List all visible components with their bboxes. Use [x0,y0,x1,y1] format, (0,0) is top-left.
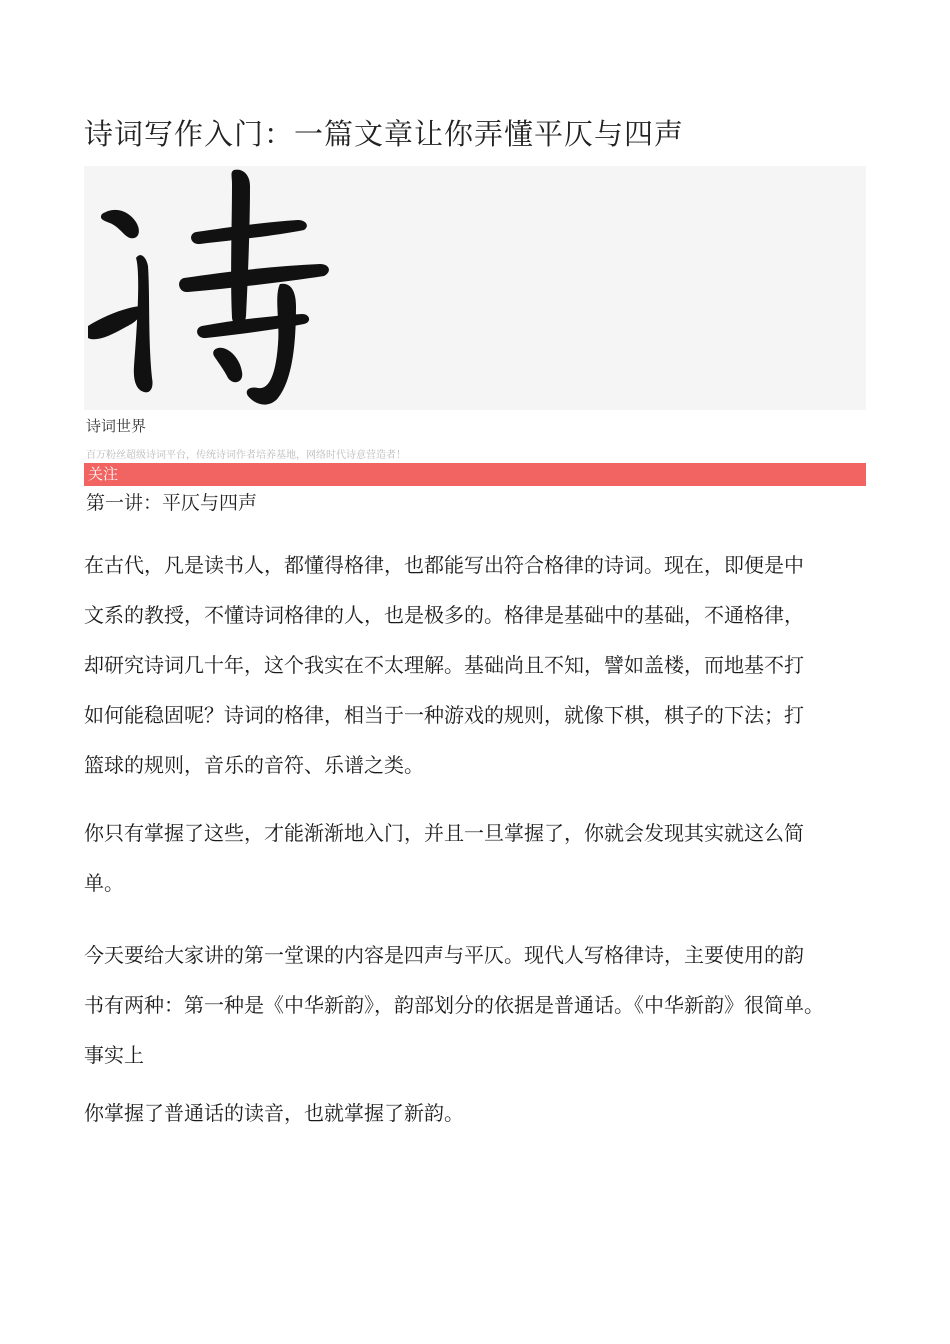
paragraph [84,1088,884,1138]
account-description: 百万粉丝超级诗词平台，传统诗词作者培养基地，网络时代诗意营造者！ [86,450,406,461]
paragraph-line: 篮球的规则，音乐的音符、乐谱之类。 [84,753,424,777]
paragraph-line: 文系的教授，不懂诗词格律的人，也是极多的。格律是基础中的基础，不通格律， [84,603,804,627]
page-title: 诗词写作入门：一篇文章让你弄懂平仄与四声 [84,117,685,151]
paragraph [84,540,884,790]
paragraph-line: 你只有掌握了这些，才能渐渐地入门，并且一旦掌握了，你就会发现其实就这么简 [84,821,804,845]
paragraph-line: 事实上 [84,1043,144,1067]
paragraph [84,808,884,908]
calligraphy-poem-character-image [84,166,866,410]
follow-button[interactable]: 关注 [84,463,866,486]
paragraph-line: 你掌握了普通话的读音，也就掌握了新韵。 [84,1101,464,1125]
paragraph-line: 却研究诗词几十年，这个我实在不太理解。基础尚且不知，譬如盖楼，而地基不打 [84,653,804,677]
paragraph [84,930,884,1080]
account-name[interactable]: 诗词世界 [86,417,147,435]
paragraph-line: 书有两种：第一种是《中华新韵》，韵部划分的依据是普通话。《中华新韵》很简单。 [84,993,824,1017]
paragraph-line: 在古代，凡是读书人，都懂得格律，也都能写出符合格律的诗词。现在，即便是中 [84,553,804,577]
banner-image [84,166,866,410]
paragraph-line: 今天要给大家讲的第一堂课的内容是四声与平仄。现代人写格律诗，主要使用的韵 [84,943,804,967]
section-heading: 第一讲：平仄与四声 [86,492,258,514]
paragraph-line: 如何能稳固呢？诗词的格律，相当于一种游戏的规则，就像下棋，棋子的下法；打 [84,703,804,727]
paragraph-line: 单。 [84,871,124,895]
